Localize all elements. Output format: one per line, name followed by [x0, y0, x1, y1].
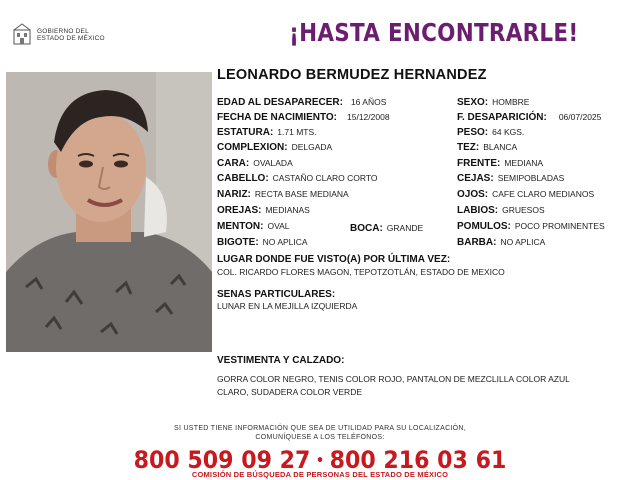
field-eyebrows [457, 172, 564, 185]
field-complexion-tone [457, 141, 517, 154]
field-ears-value: MEDIANAS [265, 205, 310, 215]
field-lips-label: LABIOS: [457, 205, 499, 216]
phone-number-2[interactable]: 800 216 03 61 [329, 446, 507, 474]
field-face-value: OVALADA [253, 158, 293, 168]
logo-line-1: GOBIERNO DEL [37, 28, 89, 35]
field-sex [457, 96, 529, 109]
distinguishing-marks-label: SENAS PARTICULARES: [217, 289, 336, 300]
clothing-line-1: GORRA COLOR NEGRO, TENIS COLOR ROJO, PANTALON DE MEZCLILLA COLOR AZUL [217, 374, 570, 384]
field-forehead [457, 157, 543, 170]
field-height-value: 1.71 MTS. [277, 127, 317, 137]
field-eyes-value: CAFE CLARO MEDIANOS [492, 189, 595, 199]
field-nose-label: NARIZ: [217, 189, 251, 200]
phone-number-1[interactable]: 800 509 09 27 [133, 446, 311, 474]
field-beard-value: NO APLICA [500, 237, 546, 247]
clothing-label: VESTIMENTA Y CALZADO: [217, 355, 345, 366]
field-nose [217, 188, 349, 201]
field-mouth-label: BOCA: [350, 223, 383, 234]
field-cheekbones-label: POMULOS: [457, 221, 511, 232]
field-weight [457, 126, 524, 139]
field-build [217, 141, 332, 154]
field-forehead-label: FRENTE: [457, 158, 501, 169]
field-cheekbones [457, 220, 605, 233]
phone-separator: • [315, 453, 325, 469]
field-age-value: 16 AÑOS [350, 97, 387, 107]
field-face-label: CARA: [217, 158, 250, 169]
field-chin [217, 220, 290, 233]
field-build-value: DELGADA [291, 142, 333, 152]
field-hair-label: CABELLO: [217, 173, 269, 184]
last-seen-value: COL. RICARDO FLORES MAGON, TEPOTZOTLÁN, ESTADO DE MEXICO [217, 267, 505, 277]
field-height-label: ESTATURA: [217, 127, 274, 138]
clothing-line-2: CLARO, SUDADERA COLOR VERDE [217, 387, 363, 397]
field-eyes-label: OJOS: [457, 189, 489, 200]
field-face [217, 157, 293, 170]
field-complexion-tone-label: TEZ: [457, 142, 480, 153]
field-birthdate [217, 111, 390, 124]
last-seen-label: LUGAR DONDE FUE VISTO(A) POR ÚLTIMA VEZ: [217, 254, 451, 265]
commission-name: COMISIÓN DE BÚSQUEDA DE PERSONAS DEL ESTADO DE MÉXICO [191, 470, 449, 479]
field-eyebrows-label: CEJAS: [457, 173, 494, 184]
field-sex-label: SEXO: [457, 97, 489, 108]
logo-text [37, 28, 105, 42]
field-hair [217, 172, 378, 185]
distinguishing-marks-value: LUNAR EN LA MEJILLA IZQUIERDA [217, 301, 358, 311]
footer-note-line-2: COMUNÍQUESE A LOS TELÉFONOS: [255, 434, 385, 441]
field-disappearance-date [457, 111, 601, 124]
headline: ¡HASTA ENCONTRARLE! [288, 18, 578, 47]
field-forehead-value: MEDIANA [504, 158, 544, 168]
field-mouth-value: GRANDE [386, 223, 424, 233]
field-beard-label: BARBA: [457, 237, 497, 248]
field-lips-value: GRUESOS [502, 205, 545, 215]
field-chin-label: MENTON: [217, 221, 264, 232]
field-sex-value: HOMBRE [492, 97, 530, 107]
field-build-label: COMPLEXION: [217, 142, 288, 153]
field-chin-value: OVAL [267, 221, 290, 231]
field-beard [457, 236, 545, 249]
state-emblem-icon [12, 22, 32, 46]
person-portrait-image [6, 72, 212, 352]
field-weight-label: PESO: [457, 127, 489, 138]
field-ears-label: OREJAS: [217, 205, 262, 216]
footer-note-line-1: SI USTED TIENE INFORMACIÓN QUE SEA DE UTILIDAD PARA SU LOCALIZACIÓN, [173, 425, 467, 432]
field-age-label: EDAD AL DESAPARECER: [217, 97, 343, 108]
field-moustache [217, 236, 308, 249]
field-eyes [457, 188, 594, 201]
field-mouth [350, 222, 423, 235]
field-age [217, 96, 386, 109]
missing-person-photo [6, 72, 212, 352]
field-disappearance-date-label: F. DESAPARICIÓN: [457, 112, 547, 123]
field-weight-value: 64 KGS. [492, 127, 525, 137]
field-cheekbones-value: POCO PROMINENTES [514, 221, 605, 231]
person-name: LEONARDO BERMUDEZ HERNANDEZ [217, 67, 487, 83]
state-government-logo [12, 22, 122, 48]
field-complexion-tone-value: BLANCA [483, 142, 518, 152]
field-ears [217, 204, 310, 217]
field-hair-value: CASTAÑO CLARO CORTO [272, 173, 378, 183]
field-height [217, 126, 317, 139]
field-disappearance-date-value: 06/07/2025 [558, 112, 602, 122]
field-birthdate-label: FECHA DE NACIMIENTO: [217, 112, 337, 123]
field-moustache-value: NO APLICA [262, 237, 308, 247]
logo-line-2: ESTADO DE MÉXICO [37, 35, 105, 42]
field-eyebrows-value: SEMIPOBLADAS [497, 173, 565, 183]
field-nose-value: RECTA BASE MEDIANA [254, 189, 349, 199]
field-birthdate-value: 15/12/2008 [347, 112, 390, 122]
field-moustache-label: BIGOTE: [217, 237, 259, 248]
field-lips [457, 204, 545, 217]
